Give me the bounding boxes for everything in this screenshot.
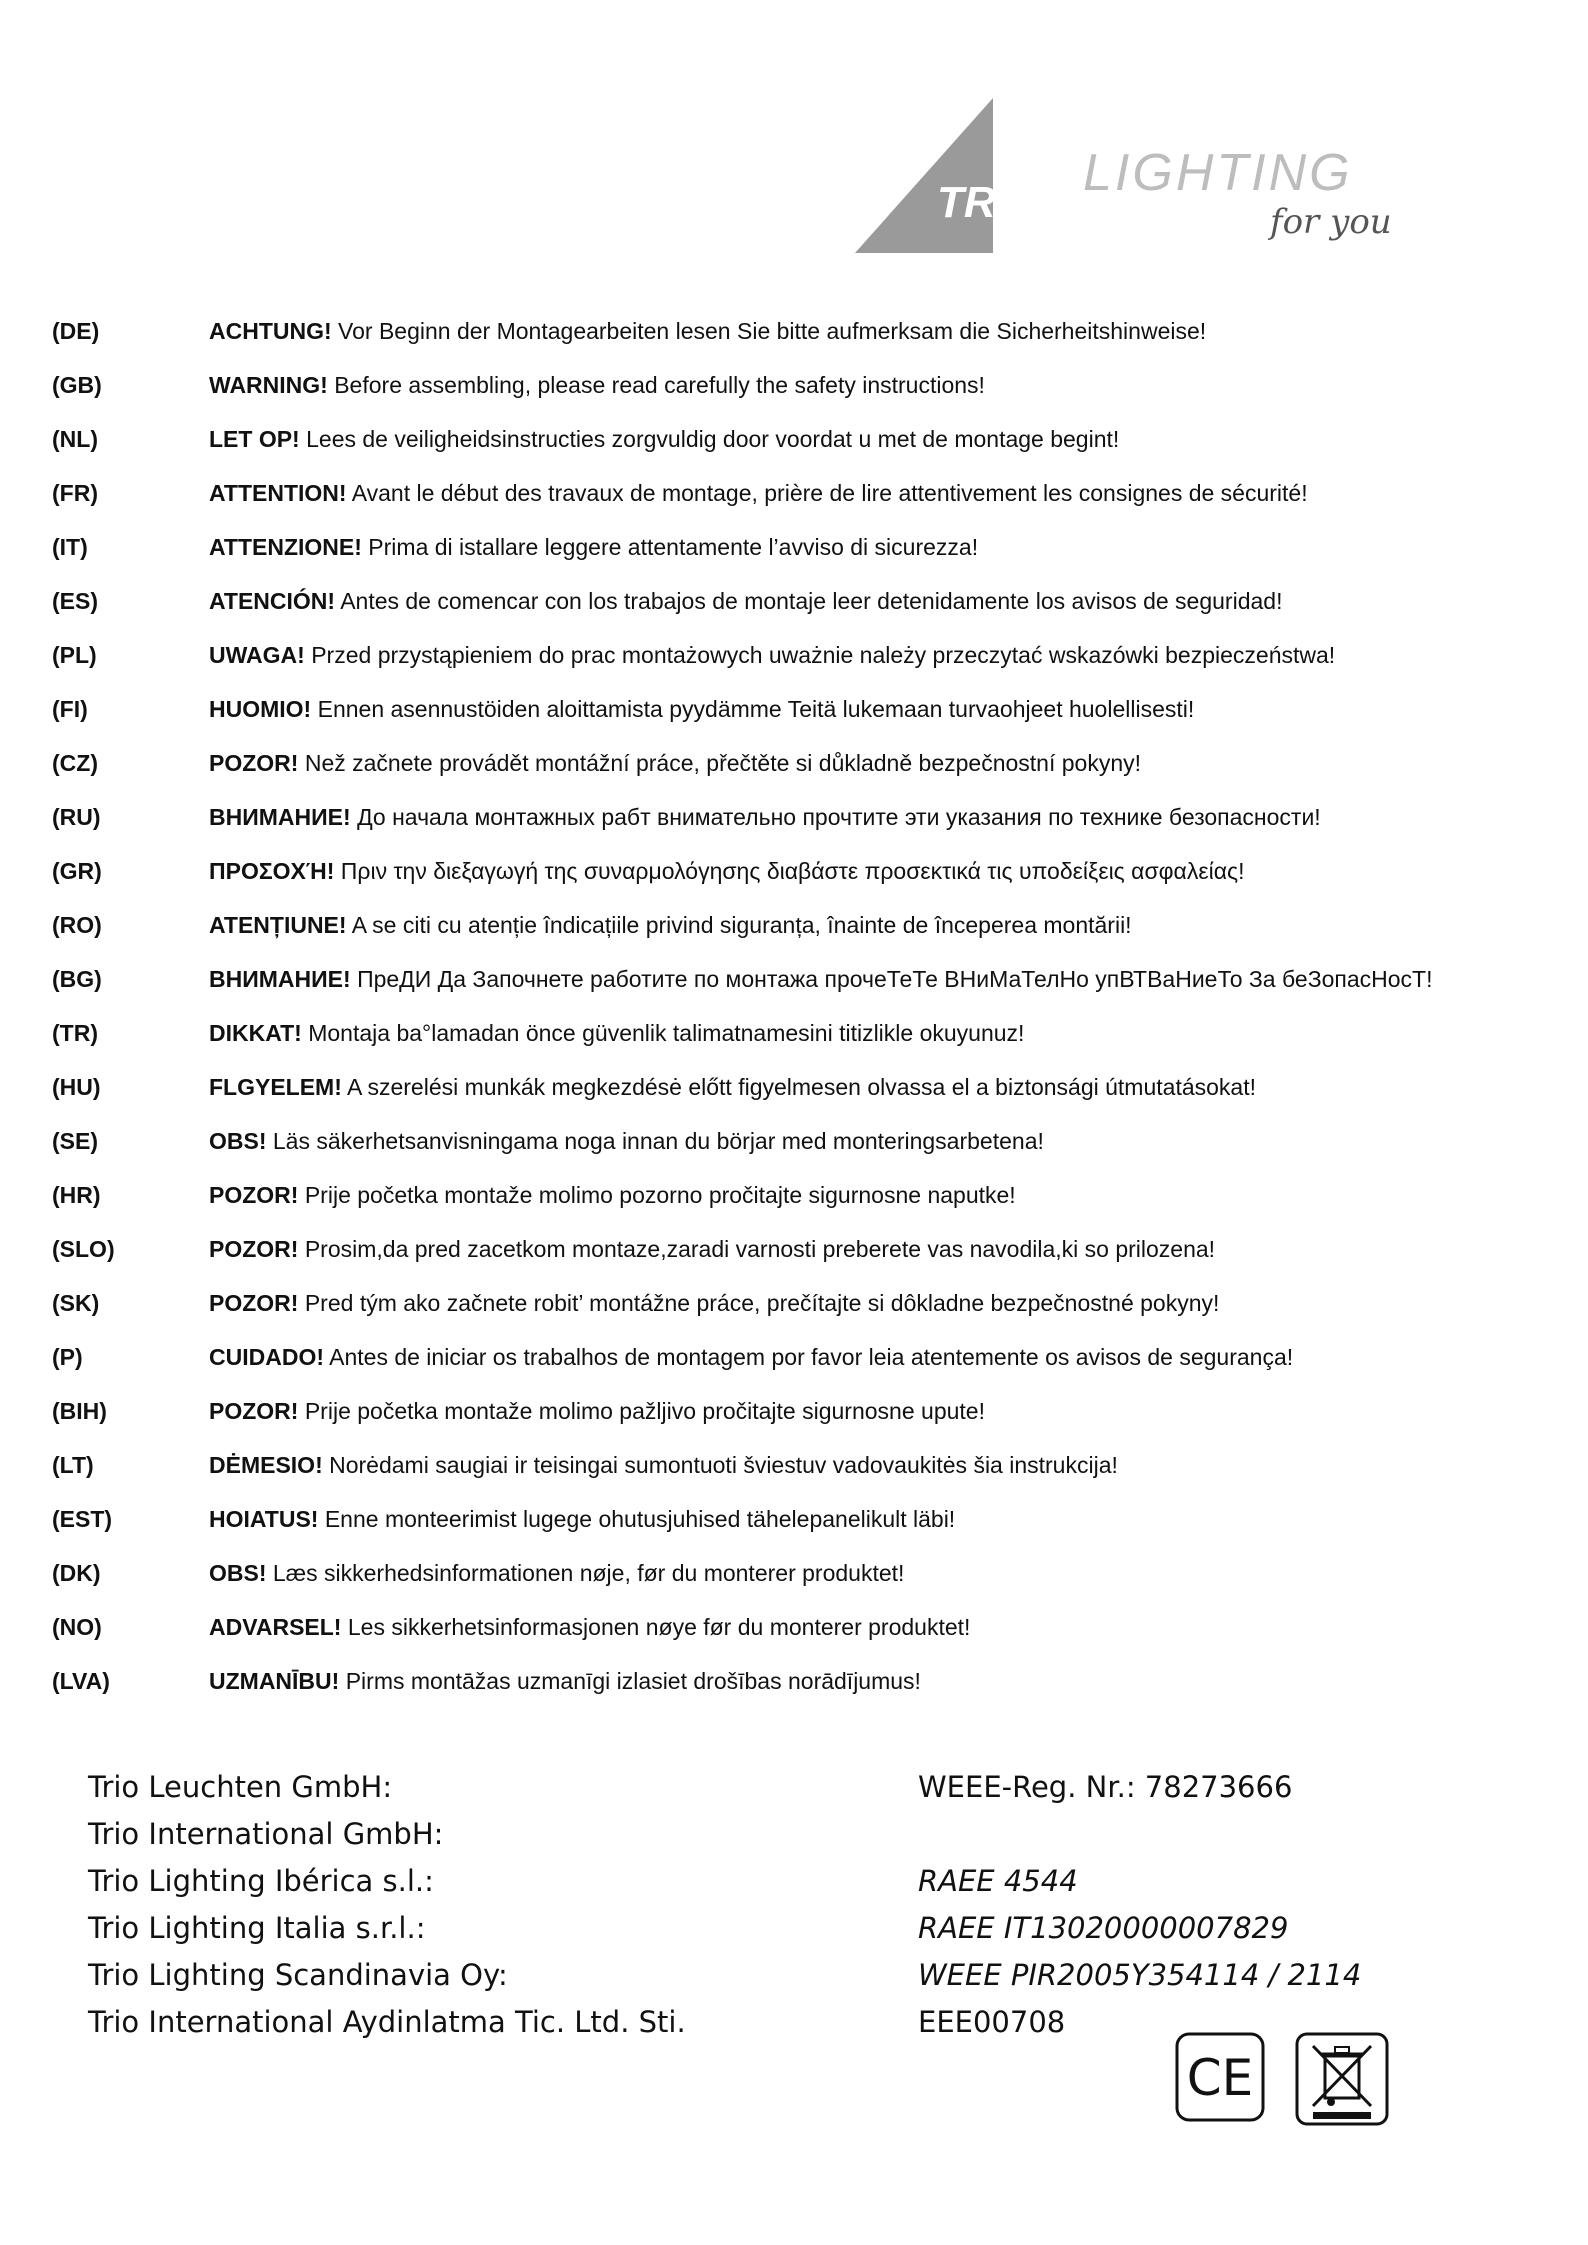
language-code: (DE) — [52, 318, 100, 344]
language-code: (BIH) — [52, 1398, 107, 1424]
ce-mark-text: CE — [1186, 2049, 1254, 2107]
warning-text: Ennen asennustöiden aloittamista pyydämme Teitä lukemaan turvaohjeet huolellisesti! — [317, 696, 1195, 722]
warning-row — [52, 966, 1552, 1020]
language-code: (NL) — [52, 426, 98, 452]
warning-text: Antes de iniciar os trabalhos de montagem por favor leia atentemente os avisos de segurança! — [329, 1344, 1294, 1370]
safety-warnings-list — [52, 318, 1552, 1722]
warning-text: Pirms montāžas uzmanīgi izlasiet drošības norādījumus! — [345, 1668, 921, 1694]
warning-message — [209, 426, 1119, 453]
language-code: (P) — [52, 1344, 83, 1370]
warning-text: Prima di istallare leggere attentamente l’avviso di sicurezza! — [368, 534, 979, 560]
logo-brand: TRIO — [937, 178, 1043, 227]
warning-row — [52, 1236, 1552, 1290]
warning-message — [209, 1290, 1219, 1317]
warning-heading: ATTENTION! — [209, 480, 347, 506]
warning-text: Norėdami saugiai ir teisingai sumontuoti šviestuv vadovaukitės šia instrukcija! — [329, 1452, 1118, 1478]
warning-row — [52, 1560, 1552, 1614]
warning-heading: ВНИМАНИЕ! — [209, 804, 351, 830]
language-code: (EST) — [52, 1506, 113, 1532]
warning-heading: UZMANĪBU! — [209, 1668, 340, 1694]
warning-message — [209, 966, 1432, 993]
warning-text: A se citi cu atenție îndicațiile privind siguranța, înainte de începerea montării! — [351, 912, 1132, 938]
warning-message — [209, 858, 1245, 885]
warning-heading: POZOR! — [209, 1236, 299, 1262]
language-code: (GR) — [52, 858, 102, 884]
warning-heading: ATENȚIUNE! — [209, 912, 347, 938]
warning-heading: OBS! — [209, 1128, 267, 1154]
warning-message — [209, 804, 1321, 831]
warning-text: Prije početka montaže molimo pažljivo pročitajte sigurnosne upute! — [304, 1398, 985, 1424]
ce-mark-icon — [1175, 2032, 1265, 2122]
registration-number: WEEE-Reg. Nr.: 78273666 — [918, 1770, 1293, 1804]
warning-row — [52, 804, 1552, 858]
language-code: (SLO) — [52, 1236, 115, 1262]
registration-number: EEE00708 — [918, 2005, 1066, 2039]
language-code: (BG) — [52, 966, 102, 992]
warning-heading: POZOR! — [209, 1290, 299, 1316]
warning-text: ПреДИ Да Започнете работите по монтажа прочеТеТе ВНиМаТелНо упВТВаНиеТо За беЗопасНосТ! — [357, 966, 1433, 992]
warning-row — [52, 642, 1552, 696]
warning-row — [52, 1506, 1552, 1560]
warning-heading: ATTENZIONE! — [209, 534, 362, 560]
warning-text: Antes de comencar con los trabajos de montaje leer detenidamente los avisos de seguridad! — [340, 588, 1283, 614]
warning-heading: ATENCIÓN! — [209, 588, 336, 614]
language-code: (HR) — [52, 1182, 101, 1208]
warning-row — [52, 1182, 1552, 1236]
warning-heading: ACHTUNG! — [209, 318, 332, 344]
language-code: (HU) — [52, 1074, 101, 1100]
warning-row — [52, 534, 1552, 588]
warning-text: Vor Beginn der Montagearbeiten lesen Sie bitte aufmerksam die Sicherheitshinweise! — [338, 318, 1207, 344]
warning-row — [52, 318, 1552, 372]
warning-heading: DIKKAT! — [209, 1020, 302, 1046]
warning-text: Prosim,da pred zacetkom montaze,zaradi varnosti preberete vas navodila,ki so prilozena! — [304, 1236, 1216, 1262]
language-code: (FI) — [52, 696, 88, 722]
trio-lighting-logo — [855, 95, 1392, 265]
warning-message — [209, 1236, 1215, 1263]
warning-message — [209, 696, 1194, 723]
language-code: (IT) — [52, 534, 88, 560]
warning-heading: WARNING! — [209, 372, 328, 398]
warning-message — [209, 1506, 955, 1533]
language-code: (PL) — [52, 642, 97, 668]
warning-row — [52, 858, 1552, 912]
warning-message — [209, 1020, 1024, 1047]
warning-message — [209, 1074, 1256, 1101]
warning-heading: POZOR! — [209, 1182, 299, 1208]
language-code: (RU) — [52, 804, 101, 830]
logo-word: LIGHTING — [1083, 144, 1353, 202]
warning-row — [52, 1452, 1552, 1506]
logo-triangle — [855, 98, 993, 253]
company-name: Trio Leuchten GmbH: — [88, 1770, 393, 1804]
warning-row — [52, 372, 1552, 426]
warning-text: Lees de veiligheidsinstructies zorgvuldig door voordat u met de montage begint! — [306, 426, 1120, 452]
warning-row — [52, 426, 1552, 480]
company-name: Trio Lighting Italia s.r.l.: — [88, 1911, 426, 1945]
warning-row — [52, 696, 1552, 750]
language-code: (LT) — [52, 1452, 94, 1478]
warning-heading: HUOMIO! — [209, 696, 312, 722]
warning-message — [209, 642, 1335, 669]
language-code: (NO) — [52, 1614, 102, 1640]
warning-heading: LET OP! — [209, 426, 300, 452]
warning-heading: OBS! — [209, 1560, 267, 1586]
warning-text: Before assembling, please read carefully the safety instructions! — [334, 372, 985, 398]
warning-text: До начала монтажных рабт внимательно прочтите эти указания по технике безопасности! — [357, 804, 1321, 830]
warning-heading: FLGYELEM! — [209, 1074, 342, 1100]
warning-row — [52, 480, 1552, 534]
warning-heading: POZOR! — [209, 1398, 299, 1424]
warning-text: Læs sikkerhedsinformationen nøje, før du monterer produktet! — [272, 1560, 905, 1586]
warning-heading: ADVARSEL! — [209, 1614, 342, 1640]
warning-message — [209, 1398, 985, 1425]
warning-heading: POZOR! — [209, 750, 299, 776]
warning-message — [209, 1560, 904, 1587]
registration-number: RAEE IT13020000007829 — [918, 1911, 1289, 1945]
registration-list — [918, 1770, 1361, 2052]
warning-heading: HOIATUS! — [209, 1506, 319, 1532]
warning-message — [209, 534, 978, 561]
warning-row — [52, 1668, 1552, 1722]
warning-heading: ΠΡΟΣΟΧΉ! — [209, 858, 335, 884]
language-code: (DK) — [52, 1560, 101, 1586]
language-code: (TR) — [52, 1020, 98, 1046]
warning-text: Πριν την διεξαγωγή της συναρμολόγησης διαβάστε προσεκτικά τις υποδείξεις ασφαλείας! — [340, 858, 1245, 884]
warning-heading: UWAGA! — [209, 642, 305, 668]
warning-message — [209, 750, 1141, 777]
warning-row — [52, 1128, 1552, 1182]
warning-message — [209, 1668, 921, 1695]
warning-message — [209, 1452, 1118, 1479]
registration-number: RAEE 4544 — [918, 1864, 1078, 1898]
warning-text: Enne monteerimist lugege ohutusjuhised tähelepanelikult läbi! — [324, 1506, 956, 1532]
warning-message — [209, 1344, 1293, 1371]
warning-text: Prije početka montaže molimo pozorno pročitajte sigurnosne naputke! — [304, 1182, 1016, 1208]
warning-text: Przed przystąpieniem do prac montażowych uważnie należy przeczytać wskazówki bezpieczeństwa! — [311, 642, 1336, 668]
language-code: (RO) — [52, 912, 102, 938]
company-list — [88, 1770, 686, 2052]
company-name: Trio International Aydinlatma Tic. Ltd. Sti. — [88, 2005, 686, 2039]
compliance-marks — [1175, 2032, 1395, 2132]
warning-message — [209, 1614, 970, 1641]
warning-row — [52, 1344, 1552, 1398]
warning-text: Pred tým ako začnete robit’ montážne práce, prečítajte si dôkladne bezpečnostné pokyny! — [304, 1290, 1220, 1316]
weee-bin-icon — [1295, 2032, 1389, 2126]
language-code: (ES) — [52, 588, 98, 614]
warning-heading: ВНИМАНИЕ! — [209, 966, 351, 992]
language-code: (GB) — [52, 372, 102, 398]
logo-tagline: for you — [1270, 202, 1392, 242]
company-name: Trio Lighting Scandinavia Oy: — [88, 1958, 508, 1992]
warning-row — [52, 1074, 1552, 1128]
language-code: (LVA) — [52, 1668, 110, 1694]
warning-text: Läs säkerhetsanvisningama noga innan du börjar med monteringsarbetena! — [272, 1128, 1044, 1154]
warning-text: Avant le début des travaux de montage, prière de lire attentivement les consignes de sécurité! — [351, 480, 1308, 506]
warning-message — [209, 318, 1206, 345]
warning-text: Montaja ba°lamadan önce güvenlik talimatnamesini titizlikle okuyunuz! — [308, 1020, 1025, 1046]
warning-row — [52, 588, 1552, 642]
warning-row — [52, 1020, 1552, 1074]
warning-message — [209, 912, 1132, 939]
language-code: (SE) — [52, 1128, 98, 1154]
company-name: Trio Lighting Ibérica s.l.: — [88, 1864, 434, 1898]
warning-message — [209, 480, 1308, 507]
language-code: (SK) — [52, 1290, 100, 1316]
warning-heading: DĖMESIO! — [209, 1452, 323, 1478]
warning-text: Les sikkerhetsinformasjonen nøye før du monterer produktet! — [347, 1614, 971, 1640]
logo-graphic — [855, 95, 1392, 265]
registration-number: WEEE PIR2005Y354114 / 2114 — [918, 1958, 1362, 1992]
warning-message — [209, 1182, 1016, 1209]
warning-row — [52, 1614, 1552, 1668]
warning-row — [52, 1398, 1552, 1452]
warning-row — [52, 912, 1552, 966]
warning-row — [52, 1290, 1552, 1344]
warning-heading: CUIDADO! — [209, 1344, 324, 1370]
warning-text: Než začnete provádět montážní práce, přečtěte si důkladně bezpečnostní pokyny! — [304, 750, 1142, 776]
language-code: (FR) — [52, 480, 98, 506]
registration-number — [918, 1817, 1361, 1864]
warning-message — [209, 588, 1282, 615]
warning-row — [52, 750, 1552, 804]
warning-text: A szerelési munkák megkezdésė előtt figyelmesen olvassa el a biztonsági útmutatásokat! — [347, 1074, 1256, 1100]
warning-message — [209, 372, 985, 399]
language-code: (CZ) — [52, 750, 98, 776]
company-name: Trio International GmbH: — [88, 1817, 444, 1851]
warning-message — [209, 1128, 1044, 1155]
